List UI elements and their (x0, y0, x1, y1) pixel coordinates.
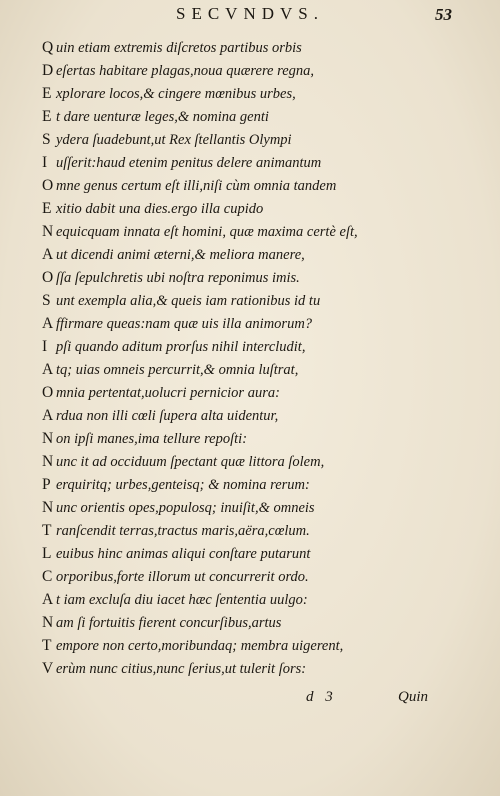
verse-initial: I (42, 338, 48, 355)
verse-line (42, 542, 462, 565)
verse-text: ut dicendi animi æterni,& meliora manere, (56, 247, 305, 263)
verse-line (42, 404, 462, 427)
verse-initial: S (42, 131, 51, 148)
verse-initial: P (42, 476, 51, 493)
verse-line (42, 634, 462, 657)
verse-text: erùm nunc citius,nunc ſerius,ut tulerit ſors: (56, 661, 307, 677)
verse-text: t iam excluſa diu iacet hæc ſententia uulgo: (56, 592, 308, 608)
verse-line (42, 105, 462, 128)
verse-initial: O (42, 177, 54, 194)
verse-initial: A (42, 361, 54, 378)
verse-text: eſertas habitare plagas,noua quærere regna, (56, 63, 315, 79)
verse-line (42, 289, 462, 312)
verse-line (42, 151, 462, 174)
verse-line (42, 220, 462, 243)
verse-initial: T (42, 522, 52, 539)
verse-line (42, 657, 462, 680)
verse-text: rdua non illi cœli ſupera alta uidentur, (56, 408, 279, 424)
verse-initial: D (42, 62, 54, 79)
verse-text: unc orientis opes,populosq; inuiſit,& omneis (56, 500, 315, 516)
verse-initial: N (42, 430, 54, 447)
verse-text: uin etiam extremis diſcretos partibus orbis (56, 40, 302, 56)
verse-line (42, 565, 462, 588)
verse-initial: E (42, 108, 52, 125)
verse-initial: N (42, 499, 54, 516)
verse-text: tq; uias omneis percurrit,& omnia luſtrat, (56, 362, 299, 378)
verse-line (42, 266, 462, 289)
verse-initial: N (42, 453, 54, 470)
verse-line (42, 335, 462, 358)
verse-text: pſi quando aditum prorſus nihil intercludit, (56, 339, 306, 355)
verse-initial: I (42, 154, 48, 171)
running-head: SECVNDVS. (176, 4, 324, 23)
verse-initial: S (42, 292, 51, 309)
verse-initial: O (42, 269, 54, 286)
verse-initial: N (42, 223, 54, 240)
verse-text: on ipſi manes,ima tellure repoſti: (56, 431, 248, 447)
verse-text: ſſa ſepulchretis ubi noſtra reponimus imis. (56, 270, 300, 286)
verse-text: empore non certo,moribundaq; membra uigerent, (56, 638, 344, 654)
verse-line (42, 128, 462, 151)
verse-initial: A (42, 591, 54, 608)
verse-text: mne genus certum eſt illi,niſi cùm omnia tandem (56, 178, 337, 194)
verse-line (42, 197, 462, 220)
verse-line (42, 473, 462, 496)
verse-initial: E (42, 85, 52, 102)
verse-text: xitio dabit una dies.ergo illa cupido (56, 201, 264, 217)
verse-initial: N (42, 614, 54, 631)
verse-text: ranſcendit terras,tractus maris,aëra,cœlum. (56, 523, 310, 539)
verse-line (42, 427, 462, 450)
verse-initial: Q (42, 39, 54, 56)
verse-line (42, 59, 462, 82)
folio-number: 53 (435, 5, 452, 24)
verse-line (42, 174, 462, 197)
verse-line (42, 450, 462, 473)
verse-initial: O (42, 384, 54, 401)
verse-text: unt exempla alia,& queis iam rationibus id tu (56, 293, 321, 309)
page-footer (0, 689, 500, 711)
verse-initial: C (42, 568, 53, 585)
verse-line (42, 36, 462, 59)
verse-text: am ſi fortuitis fierent concurſibus,artus (56, 615, 282, 631)
verse-initial: A (42, 407, 54, 424)
verse-line (42, 611, 462, 634)
verse-line (42, 243, 462, 266)
verse-initial: A (42, 315, 54, 332)
verse-initial: V (42, 660, 54, 677)
verse-line (42, 82, 462, 105)
verse-text: unc it ad occiduum ſpectant quæ littora ſolem, (56, 454, 325, 470)
verse-initial: A (42, 246, 54, 263)
verse-line (42, 496, 462, 519)
verse-text: xplorare locos,& cingere mœnibus urbes, (56, 86, 296, 102)
verse-text: ffirmare queas:nam quæ uis illa animorum? (56, 316, 313, 332)
verse-line (42, 519, 462, 542)
verse-initial: T (42, 637, 52, 654)
verse-line (42, 312, 462, 335)
verse-text: orporibus,forte illorum ut concurrerit ordo. (56, 569, 309, 585)
verse-text: ydera ſuadebunt,ut Rex ſtellantis Olympi (56, 132, 292, 148)
verse-initial: E (42, 200, 52, 217)
catchword: Quin (398, 689, 428, 705)
verse-text: uſſerit:haud etenim penitus delere animantum (56, 155, 322, 171)
verse-initial: L (42, 545, 52, 562)
verse-text: mnia pertentat,uolucri pernicior aura: (56, 385, 280, 401)
page-header (0, 2, 500, 28)
verse-text: t dare uenturæ leges,& nomina genti (56, 109, 269, 125)
verse-line (42, 588, 462, 611)
verse-text: erquiritq; urbes,genteisq; & nomina rerum: (56, 477, 310, 493)
verse-line (42, 381, 462, 404)
verse-block (42, 36, 462, 680)
signature-mark: d 3 (306, 689, 337, 705)
verse-line (42, 358, 462, 381)
verse-text: euibus hinc animas aliqui conſtare putarunt (56, 546, 311, 562)
verse-text: equicquam innata eſt homini, quæ maxima certè eſt, (56, 224, 358, 240)
